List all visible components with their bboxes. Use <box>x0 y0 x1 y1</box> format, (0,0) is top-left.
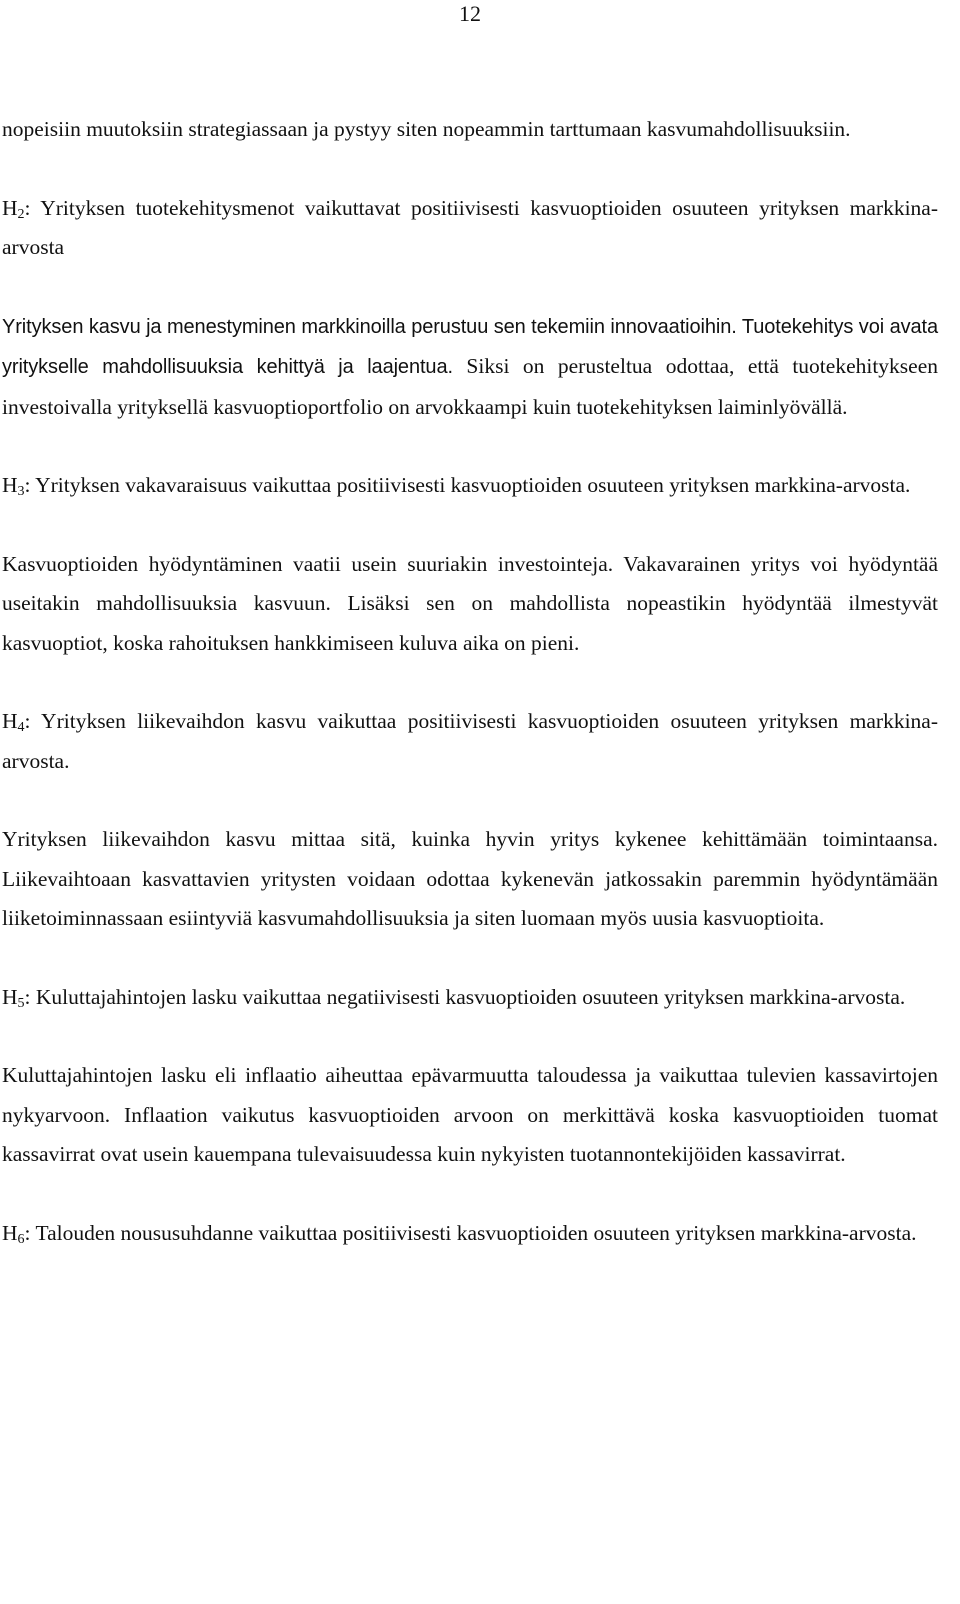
hypothesis-h3: $H_3$: Yrityksen vakavaraisuus vaikuttaa positiivisesti kasvuoptioiden osuuteen yrityksen markkina-arvosta. <box>2 473 911 499</box>
hypothesis-h5: $H_5$: Kuluttajahintojen lasku vaikuttaa negatiivisesti kasvuoptioiden osuuteen yrityksen markkina-arvosta. <box>2 984 906 1011</box>
page-number: 12 <box>459 1 481 26</box>
hypothesis-h4: $H_4$: Yrityksen liikevaihdon kasvu vaikuttaa positiivisesti kasvuoptioiden osuuteen yrityksen markkina-arvosta. <box>2 709 938 773</box>
paragraph-revenue-growth: Yrityksen liikevaihdon kasvu mittaa sitä, kuinka hyvin yritys kykenee kehittämään toimintaansa. Liikevaihtoaan kasvattavien yritysten voidaan odottaa kykenevän jatkossakin paremmin hyödyntämään liiketoiminnassaan esiintyviä kasvumahdollisuuksia ja siten luomaan myös uusia kasvuoptioita. <box>2 827 938 930</box>
paragraph-continuation: nopeisiin muutoksiin strategiassaan ja pystyy siten nopeammin tarttumaan kasvumahdollisuuksiin. <box>2 117 851 141</box>
paragraph-innovation: Yrityksen kasvu ja menestyminen markkinoilla perustuu sen tekemiin innovaatioihin. Tuotekehitys voi avata yritykselle mahdollisuuksia kehittyä ja laajentua. Siksi on perusteltua odottaa, että tuotekehitykseen investoivalla yrityksellä kasvuoptioportfolio on arvokkaampi kuin tuotekehityksen laiminlyövällä. <box>2 315 939 419</box>
paragraph-inflation: Kuluttajahintojen lasku eli inflaatio aiheuttaa epävarmuutta taloudessa ja vaikuttaa tulevien kassavirtojen nykyarvoon. Inflaation vaikutus kasvuoptioiden arvoon on merkittävä koska kasvuoptioiden tuomat kassavirrat ovat usein kauempana tulevaisuudessa kuin nykyisten tuotannontekijöiden kassavirrat. <box>2 1063 938 1166</box>
hypothesis-h6: $H_6$: Talouden noususuhdanne vaikuttaa positiivisesti kasvuoptioiden osuuteen yrityksen markkina-arvosta. <box>2 1220 917 1247</box>
paragraph-solvency: Kasvuoptioiden hyödyntäminen vaatii usein suuriakin investointeja. Vakavarainen yritys voi hyödyntää useitakin mahdollisuuksia kasvuun. Lisäksi sen on mahdollista nopeastikin hyödyntää ilmestyvät kasvuoptiot, koska rahoituksen hankkimiseen kuluva aika on pieni. <box>2 551 938 655</box>
document-body <box>2 110 938 1253</box>
hypothesis-h2: $H_2$: Yrityksen tuotekehitysmenot vaikuttavat positiivisesti kasvuoptioiden osuuteen yrityksen markkina-arvosta <box>2 195 938 259</box>
